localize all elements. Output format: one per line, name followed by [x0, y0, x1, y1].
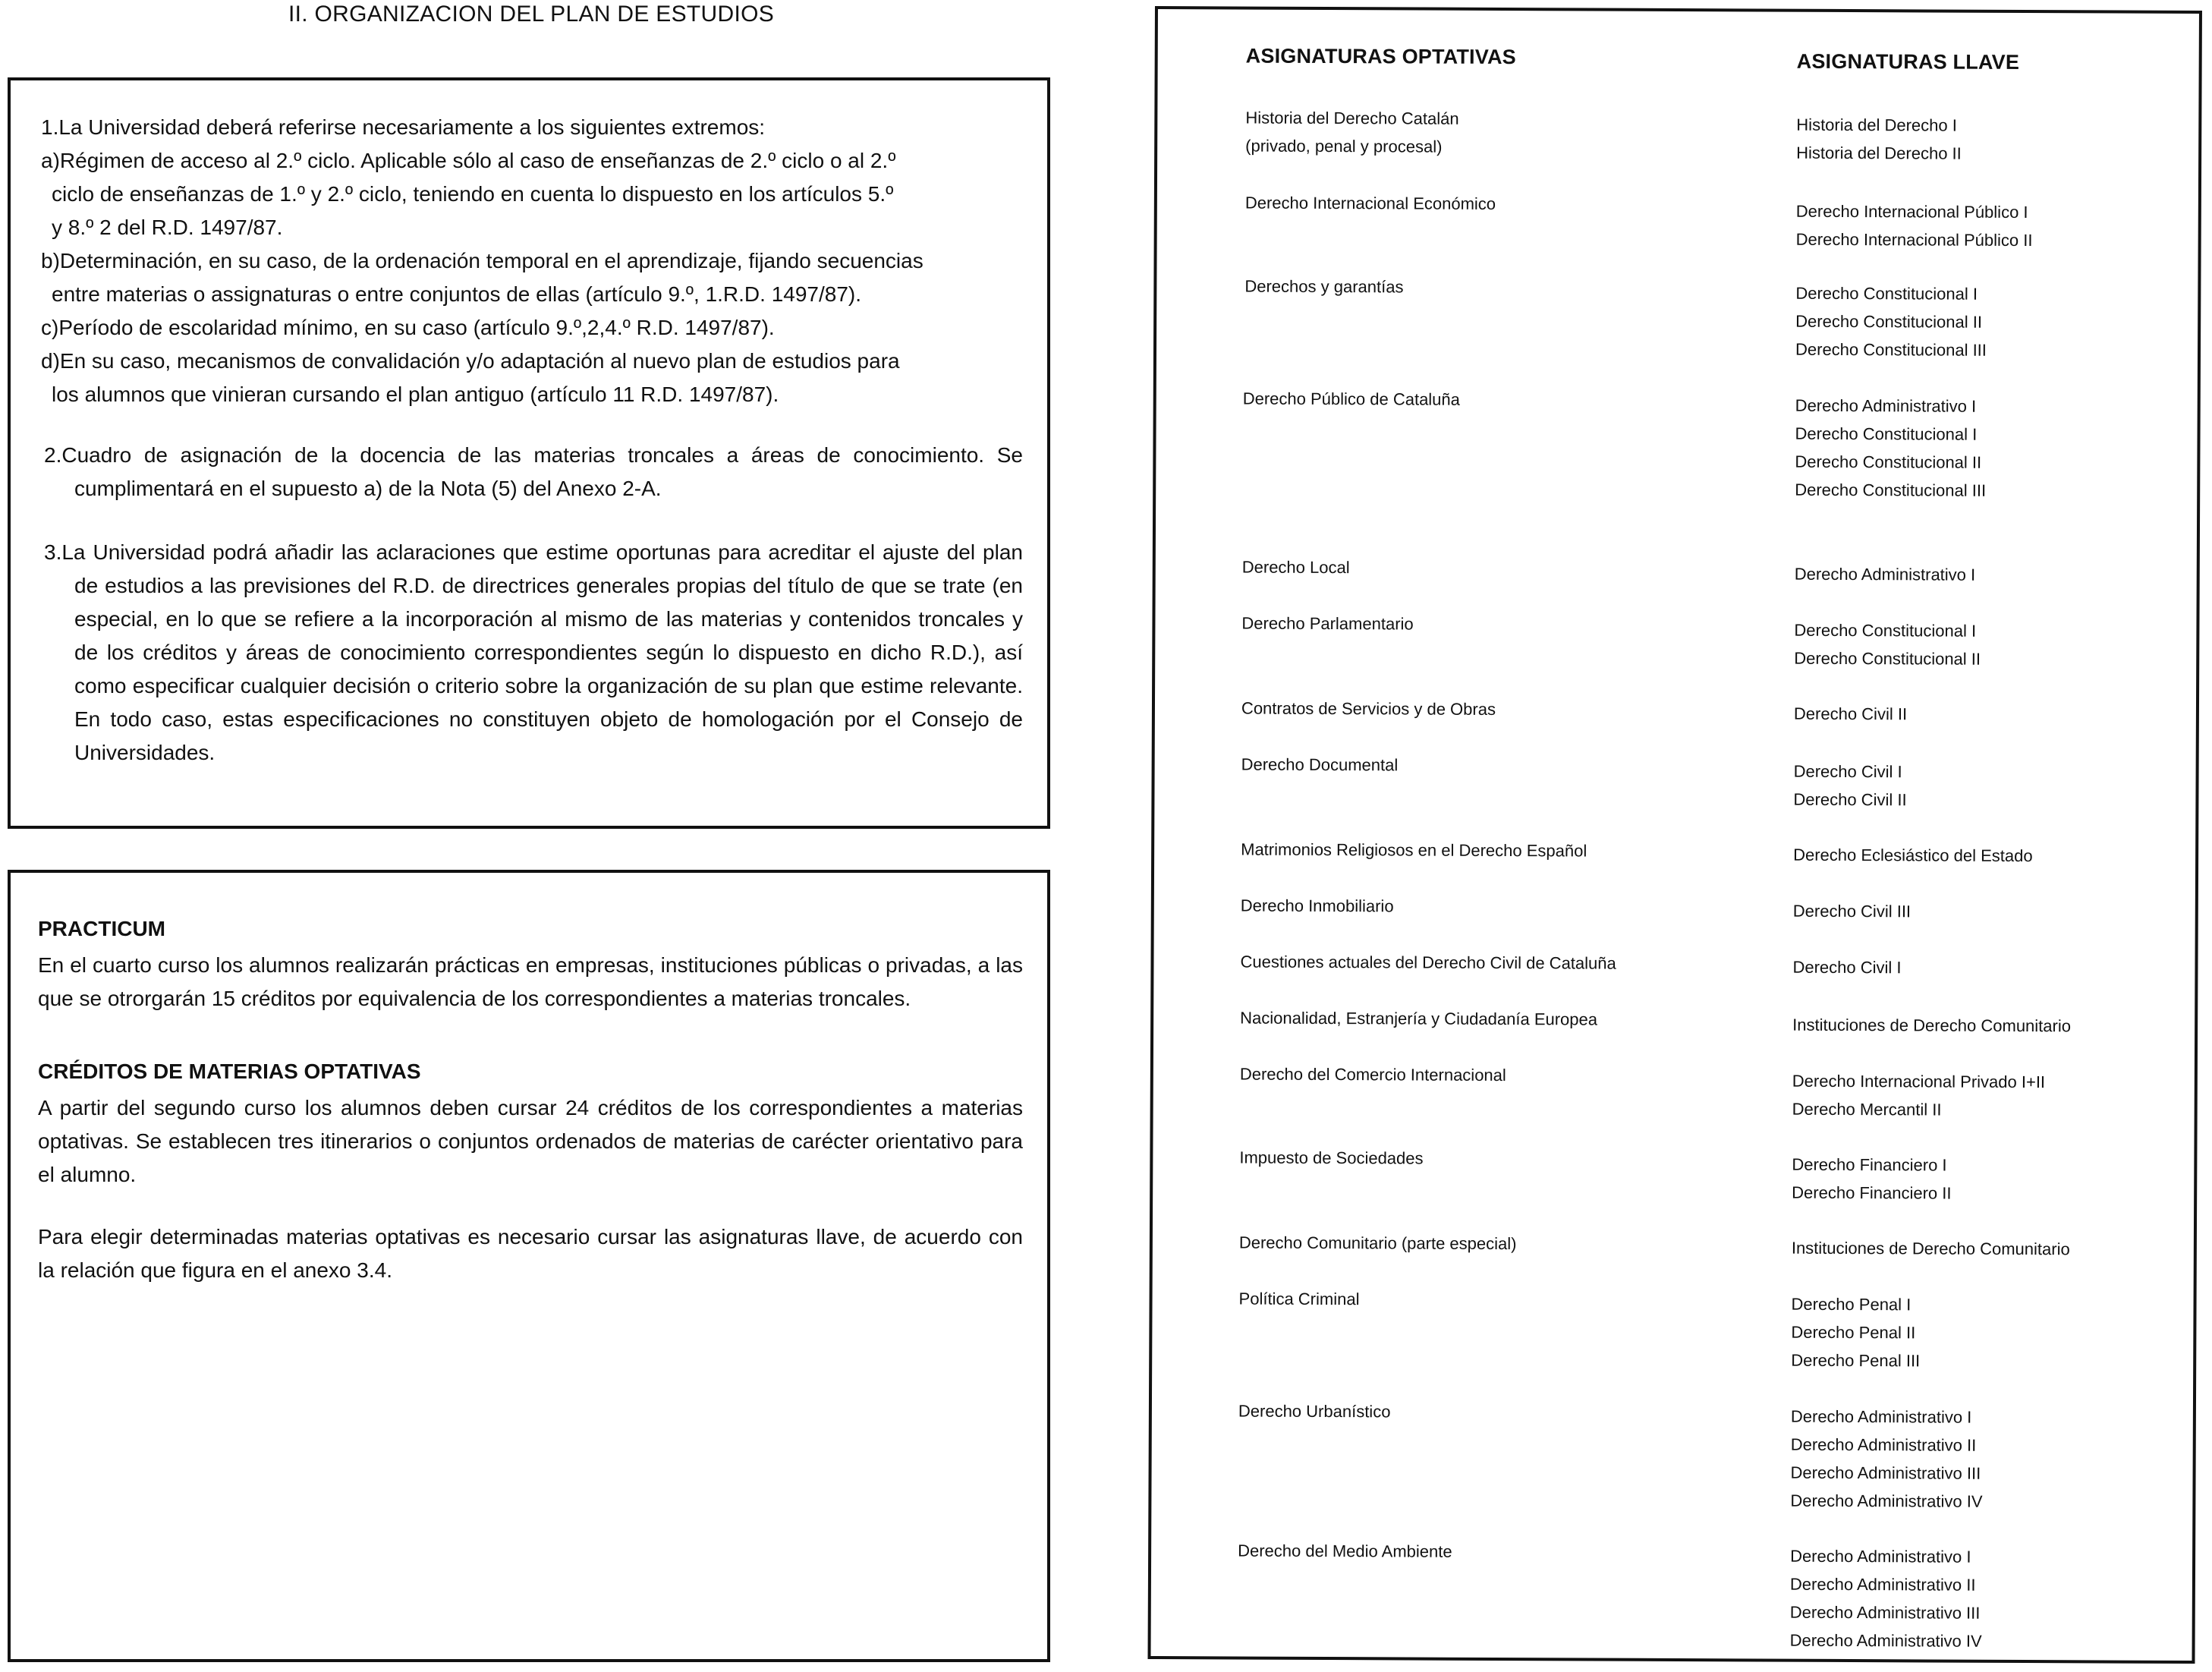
llave-item: Derecho Constitucional III	[1795, 339, 1987, 360]
llave-item: Derecho Administrativo II	[1789, 1574, 1976, 1595]
table-row	[1156, 384, 2198, 500]
table-row	[1153, 1060, 2195, 1119]
optativa-cell: Derecho Internacional Económico	[1244, 193, 1496, 213]
table-row	[1157, 103, 2198, 163]
llave-cell	[1791, 1290, 2185, 1376]
llave-cell	[1792, 1011, 2187, 1041]
llave-cell	[1794, 700, 2188, 729]
table-row	[1154, 947, 2195, 978]
optativa-cell: Derecho Parlamentario	[1241, 613, 1414, 634]
llave-item: Derecho Constitucional I	[1795, 283, 1978, 304]
llave-item: Derecho Administrativo II	[1790, 1434, 1977, 1455]
llave-cell	[1790, 1403, 2185, 1516]
llave-cell	[1792, 953, 2187, 983]
llave-item: Derecho Constitucional II	[1795, 452, 1982, 472]
requirement-line: los alumnos que vinieran cursando el plan antiguo (artículo 11 R.D. 1497/87).	[52, 383, 779, 406]
llave-item: Derecho Civil II	[1793, 704, 1908, 724]
table-row	[1156, 272, 2198, 360]
llave-item: Derecho Financiero I	[1792, 1154, 1947, 1175]
llave-item: Derecho Administrativo III	[1789, 1602, 1981, 1623]
column-header-llave: ASIGNATURAS LLAVE	[1796, 49, 2020, 74]
llave-item: Derecho Constitucional I	[1794, 620, 1977, 641]
llave-item: Derecho Eclesiástico del Estado	[1793, 845, 2033, 866]
llave-item: Derecho Administrativo I	[1794, 564, 1976, 584]
llave-item: Derecho Penal II	[1791, 1322, 1916, 1343]
requirement-line: a)Régimen de acceso al 2.º ciclo. Aplicable sólo al caso de enseñanzas de 2.º ciclo o al 2.º	[41, 149, 896, 172]
optativa-cell: Matrimonios Religiosos en el Derecho Español	[1241, 839, 1587, 861]
llave-cell	[1793, 757, 2188, 815]
llave-item: Derecho Financiero II	[1792, 1182, 1952, 1203]
llave-item: Derecho Civil I	[1793, 761, 1902, 782]
organization-requirements-box	[8, 77, 1050, 829]
optativa-cell: Derecho Inmobiliario	[1240, 896, 1394, 916]
llave-item: Derecho Administrativo I	[1790, 1546, 1971, 1567]
llave-cell	[1795, 560, 2189, 590]
optativa-name-detail: (privado, penal y procesal)	[1245, 136, 1443, 156]
llave-cell	[1792, 1067, 2187, 1125]
optativa-cell: Política Criminal	[1238, 1289, 1360, 1309]
asignaturas-table	[1147, 6, 2201, 1664]
optativa-cell: Derecho del Comercio Internacional	[1239, 1064, 1506, 1085]
practicum-text: En el cuarto curso los alumnos realizarán prácticas en empresas, instituciones públicas o privadas, a las que se otrorgarán 15 créditos por equivalencia de los correspondientes a materias troncales.	[38, 953, 1023, 1010]
llave-item: Derecho Civil II	[1793, 789, 1907, 810]
optativa-cell: Derecho Documental	[1241, 754, 1399, 775]
optativa-cell: Cuestiones actuales del Derecho Civil de Cataluña	[1240, 952, 1616, 973]
llave-item: Derecho Penal I	[1791, 1294, 1912, 1315]
table-row	[1154, 891, 2195, 921]
table-row	[1153, 1284, 2194, 1371]
llave-cell	[1792, 1234, 2186, 1264]
llave-item: Derecho Administrativo IV	[1789, 1630, 1982, 1651]
optativa-cell: Derecho Público de Cataluña	[1242, 389, 1460, 409]
requirement-line: entre materias o assignaturas o entre conjuntos de ellas (artículo 9.º, 1.R.D. 1497/87).	[52, 282, 862, 306]
llave-item: Derecho Constitucional I	[1795, 424, 1978, 444]
optativa-cell: Contratos de Servicios y de Obras	[1241, 698, 1496, 719]
llave-item: Derecho Administrativo IV	[1790, 1491, 1983, 1511]
llave-item: Derecho Constitucional II	[1795, 311, 1983, 332]
elegir-text: Para elegir determinadas materias optativas es necesario cursar las asignaturas llave, de acuerdo con la relación que figura en el anexo 3.4.	[38, 1225, 1023, 1282]
optativa-cell: Derecho Urbanístico	[1238, 1401, 1391, 1422]
column-header-optativas: ASIGNATURAS OPTATIVAS	[1245, 44, 1516, 69]
creditos-text: A partir del segundo curso los alumnos deben cursar 24 créditos de los correspondientes a materias optativas. Se establecen tres itinerarios o conjuntos ordenados de materias de carécter orientativo para el alumno.	[38, 1096, 1023, 1186]
table-row	[1153, 1228, 2194, 1259]
llave-item: Derecho Constitucional II	[1794, 648, 1981, 669]
practicum-box	[8, 870, 1050, 1662]
docencia-paragraph: 2.Cuadro de asignación de la docencia de las materias troncales a áreas de conocimiento. Se cumplimentará en el supuesto a) de la Nota (5) del Anexo 2-A.	[44, 443, 1023, 500]
optativa-name: Historia del Derecho Catalán	[1245, 108, 1459, 128]
llave-cell	[1790, 1542, 2185, 1656]
section-title: II. ORGANIZACION DEL PLAN DE ESTUDIOS	[288, 2, 775, 27]
optativa-cell: Derecho del Medio Ambiente	[1238, 1541, 1452, 1561]
table-row	[1157, 188, 2198, 250]
table-row	[1153, 1003, 2195, 1036]
llave-cell	[1795, 279, 2190, 365]
table-row	[1154, 835, 2195, 866]
llave-item: Derecho Mercantil II	[1792, 1099, 1942, 1119]
table-row	[1152, 1396, 2193, 1511]
requirement-line: y 8.º 2 del R.D. 1497/87.	[52, 216, 283, 239]
table-row	[1153, 1143, 2194, 1203]
llave-item: Derecho Internacional Público II	[1795, 229, 2033, 250]
requirement-line: b)Determinación, en su caso, de la ordenación temporal en el aprendizaje, fijando secuencias	[41, 249, 924, 272]
llave-cell	[1795, 392, 2190, 505]
optativa-cell	[1245, 104, 1731, 162]
optativa-cell: Derecho Local	[1241, 557, 1350, 578]
llave-cell	[1792, 1151, 2186, 1208]
llave-item: Derecho Administrativo III	[1790, 1463, 1981, 1483]
table-row	[1156, 609, 2197, 669]
llave-item: Derecho Internacional Público I	[1795, 201, 2028, 222]
llave-cell	[1794, 616, 2188, 674]
creditos-heading: CRÉDITOS DE MATERIAS OPTATIVAS	[38, 1060, 421, 1083]
optativa-cell: Impuesto de Sociedades	[1239, 1148, 1424, 1168]
llave-item: Derecho Constitucional III	[1795, 480, 1987, 500]
table-row	[1151, 1536, 2192, 1651]
optativa-cell: Nacionalidad, Estranjería y Ciudadanía Europea	[1240, 1008, 1598, 1029]
requirement-line: ciclo de enseñanzas de 1.º y 2.º ciclo, teniendo en cuenta lo dispuesto en los artículos 5.º	[52, 182, 894, 206]
llave-cell	[1796, 111, 2191, 168]
llave-cell	[1793, 841, 2188, 871]
practicum-heading: PRACTICUM	[38, 917, 165, 940]
table-row	[1155, 694, 2196, 724]
optativa-cell: Derechos y garantías	[1244, 276, 1404, 297]
llave-item: Derecho Administrativo I	[1790, 1406, 1972, 1427]
llave-item: Historia del Derecho II	[1796, 143, 1962, 163]
llave-item: Derecho Internacional Privado I+II	[1792, 1071, 2046, 1092]
llave-item: Derecho Civil I	[1792, 957, 1902, 978]
llave-item: Historia del Derecho I	[1796, 115, 1957, 135]
llave-cell	[1793, 897, 2188, 927]
llave-item: Derecho Administrativo I	[1795, 395, 1977, 416]
llave-item: Derecho Civil III	[1792, 901, 1912, 921]
table-row	[1155, 750, 2196, 810]
requirement-line: 1.La Universidad deberá referirse necesariamente a los siguientes extremos:	[41, 115, 766, 139]
aclaraciones-paragraph: 3.La Universidad podrá añadir las aclaraciones que estime oportunas para acreditar el ajuste del plan de estudios a las previsiones del R.D. de directrices generales propias del título de que se trate (en especial, en lo que se refiere a la incorporación al mismo de las materias y contenidos troncales y de los créditos y áreas de conocimiento correspondientes según lo dispuesto en dicho R.D.), así como especificar cualquier decisión o criterio sobre la organización de su plan que estime relevante. En todo caso, estas especificaciones no constituyen objeto de homologación por el Consejo de Universidades.	[44, 540, 1023, 764]
llave-cell	[1796, 197, 2191, 255]
llave-item: Derecho Penal III	[1791, 1350, 1921, 1371]
requirements-text	[41, 111, 924, 411]
llave-item: Instituciones de Derecho Comunitario	[1791, 1238, 2070, 1259]
llave-item: Instituciones de Derecho Comunitario	[1792, 1015, 2072, 1036]
requirement-line: c)Período de escolaridad mínimo, en su caso (artículo 9.º,2,4.º R.D. 1497/87).	[41, 316, 775, 339]
table-row	[1156, 553, 2197, 584]
optativa-cell: Derecho Comunitario (parte especial)	[1238, 1233, 1517, 1254]
requirement-line: d)En su caso, mecanismos de convalidación y/o adaptación al nuevo plan de estudios para	[41, 349, 900, 373]
